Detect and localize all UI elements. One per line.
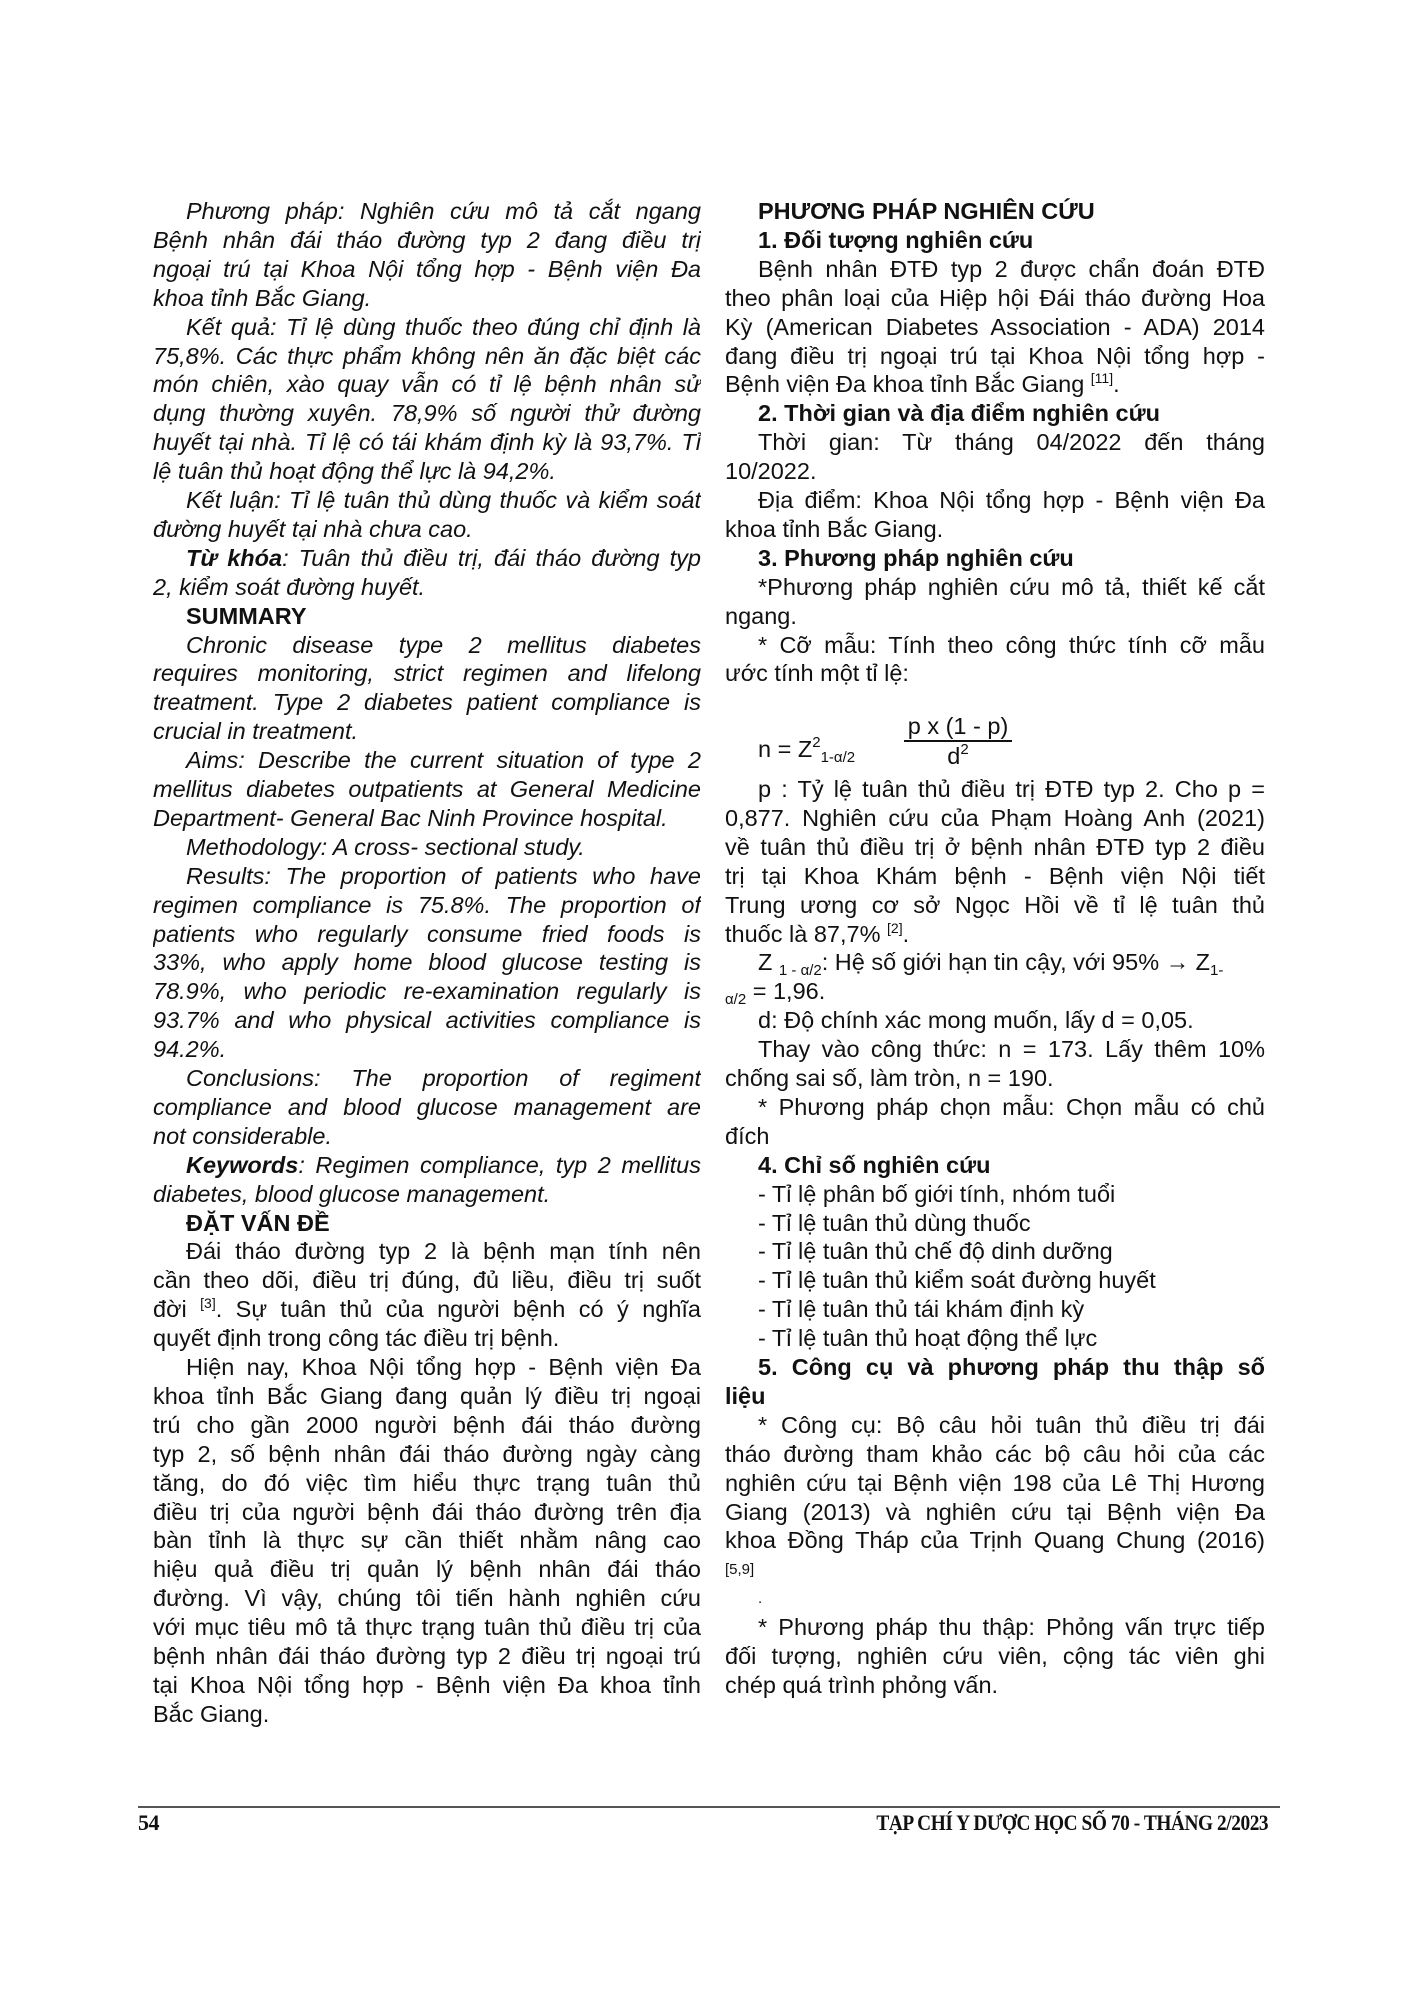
line-text: treatment. Type 2 diabetes patient compliance is — [153, 689, 701, 716]
text-line — [725, 342, 1265, 371]
line-text: * Công cụ: Bộ câu hỏi tuân thủ điều trị đái — [758, 1411, 1265, 1438]
text-line — [153, 486, 701, 515]
text-line — [153, 746, 701, 775]
text-line — [153, 1324, 701, 1353]
line-text: khoa tỉnh Bắc Giang. — [153, 284, 372, 311]
line-text: 2. Thời gian và địa điểm nghiên cứu — [758, 400, 1160, 427]
line-text: hiệu quả điều trị quản lý bệnh nhân đái tháo — [153, 1556, 701, 1583]
text-line — [153, 515, 701, 544]
text-line — [153, 1555, 701, 1584]
text-line — [153, 920, 701, 949]
text-line — [153, 399, 701, 428]
text-line — [153, 1295, 701, 1324]
blank-line — [725, 688, 1265, 717]
text-line — [153, 255, 701, 284]
text-line — [725, 515, 1265, 544]
text-line — [153, 284, 701, 313]
text-line — [153, 631, 701, 660]
line-text: khoa tỉnh Bắc Giang đang quản lý điều trị ngoại — [153, 1382, 701, 1409]
text-line — [725, 284, 1265, 313]
text-line — [725, 313, 1265, 342]
line-text: khoa Đồng Tháp của Trịnh Quang Chung (2016) — [725, 1527, 1265, 1554]
line-text-after: . — [1113, 371, 1120, 398]
text-line — [725, 1064, 1265, 1093]
line-text: 0,877. Nghiên cứu của Phạm Hoàng Anh (2021) — [725, 804, 1265, 831]
line-text: cần theo dõi, điều trị đúng, đủ liều, điều trị suốt — [153, 1267, 701, 1294]
subscript: 1- — [1210, 962, 1224, 980]
page-number: 54 — [138, 1810, 159, 1835]
line-text: mellitus diabetes outpatients at General Medicine — [153, 776, 701, 802]
line-text: đối tượng, nghiên cứu viên, cộng tác viên ghi — [725, 1643, 1265, 1669]
line-text: bàn tỉnh là thực sự cần thiết nhằm nâng cao — [153, 1527, 701, 1554]
text-line — [153, 833, 701, 862]
subscript: 1 - α/2 — [778, 962, 822, 980]
text-line — [153, 1209, 701, 1238]
text-line — [153, 1498, 701, 1527]
line-text: - Tỉ lệ tuân thủ dùng thuốc — [758, 1209, 1031, 1236]
line-text: bệnh nhân đái tháo đường typ 2 điều trị ngoại trú — [153, 1643, 701, 1669]
citation-ref: [2] — [887, 919, 903, 936]
line-text: regimen compliance is 75.8%. The proportion of — [153, 891, 701, 918]
text-line — [153, 1671, 701, 1700]
text-line — [725, 1295, 1265, 1324]
line-text: d: Độ chính xác mong muốn, lấy d = 0,05. — [758, 1007, 1194, 1034]
line-text: 10/2022. — [725, 458, 817, 485]
text-line — [725, 1498, 1265, 1527]
line-text: . — [758, 1590, 763, 1608]
text-line — [153, 1035, 701, 1064]
text-line — [153, 457, 701, 486]
line-text: Kỳ (American Diabetes Association - ADA) 2014 — [725, 313, 1265, 340]
line-text: 4. Chỉ số nghiên cứu — [758, 1151, 991, 1178]
text-line — [153, 428, 701, 457]
line-text: Kết quả: Tỉ lệ dùng thuốc theo đúng chỉ định là — [186, 313, 701, 340]
text-line — [153, 1353, 701, 1382]
line-text: điều trị của người bệnh đái tháo đường trên địa — [153, 1498, 701, 1525]
text-line — [153, 342, 701, 371]
line-text: Department- General Bac Ninh Province hospital. — [153, 804, 668, 831]
text-line — [725, 1266, 1265, 1295]
formula-lhs-text: n = Z — [758, 736, 813, 762]
line-text: requires monitoring, strict regimen and lifelong — [153, 660, 701, 687]
citation-ref: [3] — [200, 1295, 216, 1312]
line-text: đường huyết tại nhà chưa cao. — [153, 515, 473, 542]
text-line — [153, 197, 701, 226]
citation-ref: [11] — [1090, 370, 1114, 387]
line-text-after: . Sự tuân thủ của người bệnh có ý nghĩa — [215, 1296, 701, 1323]
text-line — [725, 399, 1265, 428]
line-text: khoa tỉnh Bắc Giang. — [725, 515, 944, 542]
line-text: 78.9%, who periodic re-examination regularly is — [153, 978, 701, 1005]
text-line — [153, 1122, 701, 1151]
text-line — [153, 573, 701, 602]
line-text: 5. Công cụ và phương pháp thu thập số — [758, 1354, 1265, 1380]
line-text: - Tỉ lệ tuân thủ chế độ dinh dưỡng — [758, 1238, 1113, 1265]
text-line — [153, 1266, 701, 1295]
line-text: tháo đường tham khảo các bộ câu hỏi của các — [725, 1440, 1265, 1467]
line-text: đang điều trị ngoại trú tại Khoa Nội tổng hợp - — [725, 342, 1265, 369]
text-line — [725, 457, 1265, 486]
line-text: Thay vào công thức: n = 173. Lấy thêm 10% — [758, 1036, 1265, 1063]
text-line — [153, 226, 701, 255]
footer-rule — [138, 1806, 1280, 1808]
text-line — [153, 775, 701, 804]
formula-denominator-text: d — [947, 743, 961, 769]
line-text: Bệnh nhân đái tháo đường typ 2 đang điều trị — [153, 226, 701, 253]
line-text: Bệnh nhân ĐTĐ typ 2 được chẩn đoán ĐTĐ — [758, 255, 1265, 282]
line-text: món chiên, xào quay vẫn có tỉ lệ bệnh nhân sử — [153, 371, 701, 398]
line-text: tăng, do đó việc tìm hiểu thực trạng tuân thủ — [153, 1469, 701, 1496]
text-line — [153, 717, 701, 746]
text-line — [725, 1526, 1265, 1555]
line-text: đường. Vì vậy, chúng tôi tiến hành nghiên cứu — [153, 1585, 701, 1612]
text-line — [725, 1209, 1265, 1238]
line-text: ngoại trú tại Khoa Nội tổng hợp - Bệnh viện Đa — [153, 255, 701, 282]
text-line — [725, 891, 1265, 920]
line-text: Bệnh viện Đa khoa tỉnh Bắc Giang — [725, 371, 1085, 398]
line-text: crucial in treatment. — [153, 718, 359, 745]
text-line — [153, 602, 701, 631]
text-line — [725, 1180, 1265, 1209]
blank-line — [725, 746, 1265, 775]
line-text: đích — [725, 1122, 770, 1149]
line-text: * Phương pháp chọn mẫu: Chọn mẫu có chủ — [758, 1093, 1265, 1120]
line-text: với mục tiêu mô tả thực trạng tuân thủ điều trị của — [153, 1614, 701, 1641]
line-text: Kết luận: Tỉ lệ tuân thủ dùng thuốc và kiểm soát — [186, 487, 701, 513]
line-text: [5,9] — [725, 1561, 755, 1579]
line-text: Chronic disease type 2 mellitus diabetes — [186, 631, 701, 658]
journal-title: TẠP CHÍ Y DƯỢC HỌC SỐ 70 - THÁNG 2/2023 — [876, 1810, 1268, 1835]
text-line — [153, 1180, 701, 1209]
line-text: chống sai số, làm tròn, n = 190. — [725, 1065, 1054, 1091]
line-text: trị tại Khoa Khám bệnh - Bệnh viện Nội tiết — [725, 862, 1265, 889]
formula-denominator-exponent: 2 — [960, 741, 969, 758]
line-text: Thời gian: Từ tháng 04/2022 đến tháng — [758, 429, 1265, 456]
text-line — [153, 1700, 701, 1729]
line-text: : Tuân thủ điều trị, đái tháo đường typ — [282, 544, 701, 571]
line-text: diabetes, blood glucose management. — [153, 1180, 551, 1207]
text-line — [153, 977, 701, 1006]
line-text: Giang (2013) và nghiên cứu tại Bệnh viện Đa — [725, 1498, 1265, 1525]
line-text: Đái tháo đường typ 2 là bệnh mạn tính nên — [186, 1238, 701, 1265]
text-line — [725, 1642, 1265, 1671]
keyword-label: Keywords — [186, 1151, 299, 1178]
text-line — [153, 948, 701, 977]
text-line — [153, 1151, 701, 1180]
line-text: : Regimen compliance, typ 2 mellitus — [298, 1151, 701, 1178]
line-text: * Phương pháp thu thập: Phỏng vấn trực tiếp — [758, 1614, 1265, 1641]
text-line — [153, 313, 701, 342]
line-text: trú cho gần 2000 người bệnh đái tháo đường — [153, 1411, 701, 1438]
line-text: thuốc là 87,7% — [725, 920, 881, 947]
line-text: typ 2, số bệnh nhân đái tháo đường ngày càng — [153, 1440, 701, 1467]
line-text: quyết định trong công tác điều trị bệnh. — [153, 1325, 560, 1352]
formula-subscript: 1-α/2 — [820, 749, 856, 766]
text-line — [725, 804, 1265, 833]
text-line — [153, 1006, 701, 1035]
text-line — [725, 1584, 1265, 1613]
text-line — [153, 1642, 701, 1671]
line-text: chép quá trình phỏng vấn. — [725, 1671, 999, 1698]
text-line — [153, 891, 701, 920]
text-line — [725, 1353, 1265, 1382]
formula-exponent: 2 — [812, 734, 821, 751]
text-line — [153, 370, 701, 399]
line-text: 2, kiểm soát đường huyết. — [153, 573, 426, 600]
text-line — [725, 370, 1265, 399]
text-line — [725, 1324, 1265, 1353]
text-line — [153, 1613, 701, 1642]
line-text: ĐẶT VẤN ĐỀ — [186, 1209, 330, 1236]
text-line — [153, 1064, 701, 1093]
text-line — [725, 1093, 1265, 1122]
text-line — [725, 602, 1265, 631]
line-text: theo phân loại của Hiệp hội Đái tháo đường Hoa — [725, 284, 1265, 311]
text-line — [725, 1006, 1265, 1035]
line-text: Trung ương cơ sở Ngọc Hồi về tỉ lệ tuân thủ — [725, 891, 1265, 918]
text-line — [153, 804, 701, 833]
line-text: Bắc Giang. — [153, 1700, 270, 1727]
line-text: = 1,96. — [746, 978, 826, 1005]
line-text: Aims: Describe the current situation of type 2 — [186, 747, 701, 774]
line-text: 33%, who apply home blood glucose testing is — [153, 949, 701, 976]
line-text: dụng thường xuyên. 78,9% số người thử đường — [153, 400, 701, 427]
text-line — [725, 1151, 1265, 1180]
line-text: huyết tại nhà. Tỉ lệ có tái khám định kỳ là 93,7%. Tỉ — [153, 429, 701, 456]
line-text: tại Khoa Nội tổng hợp - Bệnh viện Đa khoa tỉnh — [153, 1671, 701, 1698]
text-line — [153, 1440, 701, 1469]
line-text: SUMMARY — [186, 602, 307, 629]
line-text: ước tính một tỉ lệ: — [725, 660, 909, 687]
text-line — [725, 862, 1265, 891]
text-line — [153, 1411, 701, 1440]
text-line — [153, 688, 701, 717]
line-text: p : Tỷ lệ tuân thủ điều trị ĐTĐ typ 2. Cho p = — [758, 776, 1265, 802]
text-line — [725, 544, 1265, 573]
text-line — [725, 1035, 1265, 1064]
line-text: 1. Đối tượng nghiên cứu — [758, 226, 1034, 253]
text-line — [725, 226, 1265, 255]
text-line — [725, 775, 1265, 804]
line-text: *Phương pháp nghiên cứu mô tả, thiết kế cắt — [758, 573, 1265, 600]
line-text: 93.7% and who physical activities compliance is — [153, 1007, 701, 1034]
text-line — [153, 862, 701, 891]
formula-numerator: p x (1 - p) — [904, 712, 1012, 742]
text-line — [725, 659, 1265, 688]
blank-line — [725, 717, 1265, 746]
line-text: Z — [758, 949, 773, 976]
line-text: về tuân thủ điều trị ở bệnh nhân ĐTĐ typ 2 điều — [725, 833, 1265, 860]
text-line — [153, 1382, 701, 1411]
text-line — [725, 573, 1265, 602]
line-text: - Tỉ lệ tuân thủ tái khám định kỳ — [758, 1296, 1085, 1323]
line-text: * Cỡ mẫu: Tính theo công thức tính cỡ mẫu — [758, 631, 1265, 658]
line-text: lệ tuân thủ hoạt động thể lực là 94,2%. — [153, 458, 556, 485]
line-text: đời — [153, 1296, 187, 1323]
line-text: PHƯƠNG PHÁP NGHIÊN CỨU — [758, 198, 1095, 224]
line-text: Methodology: A cross- sectional study. — [186, 833, 585, 860]
line-text: Hiện nay, Khoa Nội tổng hợp - Bệnh viện Đa — [186, 1354, 701, 1380]
line-text-after: : Hệ số giới hạn tin cậy, với 95% → Z — [821, 949, 1211, 976]
text-line — [725, 1555, 1265, 1584]
keyword-label: Từ khóa — [186, 544, 283, 571]
line-text: not considerable. — [153, 1122, 332, 1149]
line-text: - Tỉ lệ tuân thủ hoạt động thể lực — [758, 1325, 1098, 1352]
text-line — [725, 977, 1265, 1009]
line-text: 94.2%. — [153, 1036, 227, 1063]
line-text: 75,8%. Các thực phẩm không nên ăn đặc biệt các — [153, 342, 701, 369]
text-line — [725, 1382, 1265, 1411]
line-text: ngang. — [725, 602, 797, 629]
text-line — [725, 486, 1265, 515]
line-text: 3. Phương pháp nghiên cứu — [758, 544, 1074, 571]
line-text: nghiên cứu tại Bệnh viện 198 của Lê Thị Hương — [725, 1469, 1265, 1496]
line-text-after: . — [902, 920, 910, 947]
line-text: patients who regularly consume fried foods is — [153, 920, 701, 947]
text-line — [725, 428, 1265, 457]
text-line — [725, 920, 1265, 949]
text-line — [725, 1237, 1265, 1266]
text-line — [153, 1093, 701, 1122]
text-line — [725, 1122, 1265, 1151]
text-line — [153, 1469, 701, 1498]
text-line — [153, 1526, 701, 1555]
line-text: Địa điểm: Khoa Nội tổng hợp - Bệnh viện Đa — [758, 487, 1265, 513]
line-text: - Tỉ lệ tuân thủ kiểm soát đường huyết — [758, 1267, 1156, 1294]
text-line — [725, 1469, 1265, 1498]
text-line — [153, 1237, 701, 1266]
text-line — [725, 197, 1265, 226]
text-line — [725, 631, 1265, 660]
text-line — [725, 833, 1265, 862]
line-text: Conclusions: The proportion of regiment — [186, 1065, 701, 1091]
line-text: liệu — [725, 1382, 766, 1409]
line-text: Phương pháp: Nghiên cứu mô tả cắt ngang — [186, 198, 701, 224]
line-text: - Tỉ lệ phân bố giới tính, nhóm tuổi — [758, 1180, 1116, 1207]
text-line — [725, 255, 1265, 284]
text-line — [725, 1613, 1265, 1642]
line-text: compliance and blood glucose management are — [153, 1093, 701, 1120]
text-line — [153, 659, 701, 688]
line-text: Results: The proportion of patients who have — [186, 862, 701, 889]
text-line — [725, 948, 1265, 980]
text-line — [153, 544, 701, 573]
text-line — [725, 1440, 1265, 1469]
subscript: α/2 — [725, 991, 747, 1009]
text-line — [725, 1411, 1265, 1440]
text-line — [725, 1671, 1265, 1700]
text-line — [153, 1584, 701, 1613]
